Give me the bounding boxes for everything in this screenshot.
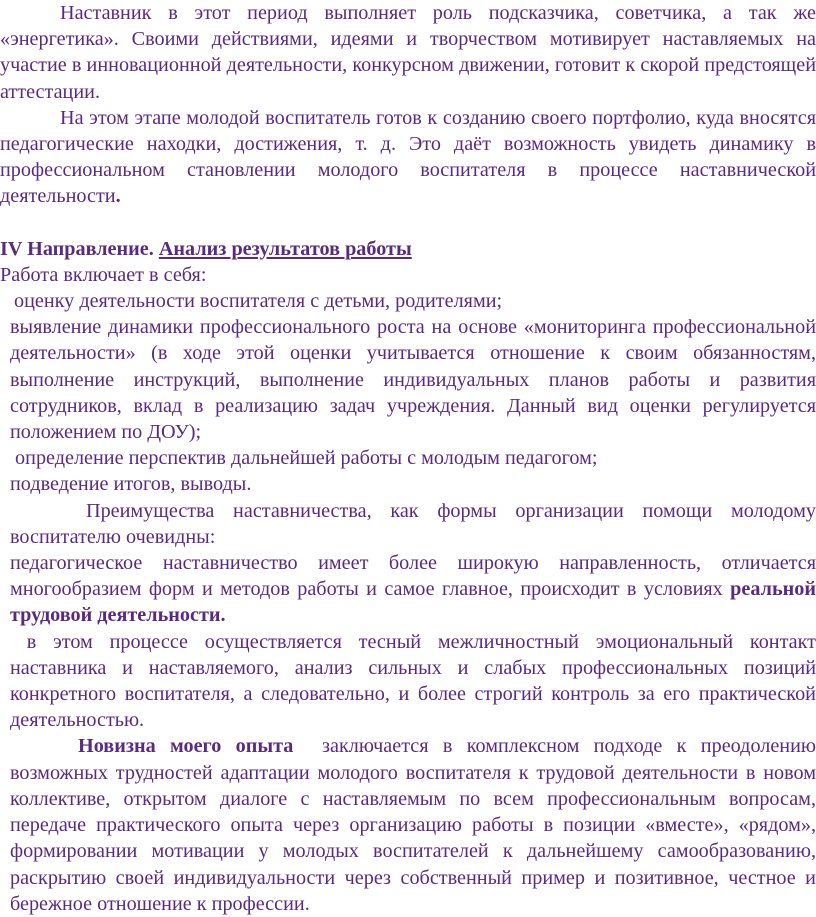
work-items-list	[10, 288, 816, 917]
list-item: выявление динамики профессионального роста на основе «мониторинга профессиональной деятельности» (в ходе этой оценки учитывается отношение к своим обязанностям, выполнение инструкций, выполнение индивидуальных планов работы и развития сотрудников, вклад в реализацию задач учреждения. Данный вид оценки регулируется положением по ДОУ);	[10, 316, 816, 444]
paragraph-portfolio-text: На этом этапе молодой воспитатель готов к созданию своего портфолио, куда вносятся педагогические находки, достижения, т. д. Это даёт возможность увидеть динамику в профессиональном становлении молодого воспитателя в процессе наставнической деятельности	[0, 106, 816, 208]
advantage-item: в этом процессе осуществляется тесный межличностный эмоциональный контакт наставника и наставляемого, анализ сильных и слабых профессиональных позиций конкретного воспитателя, а следовательно, и более строгий контроль за его практической деятельностью.	[10, 630, 816, 732]
section-heading-prefix: IV Направление.	[0, 237, 154, 260]
advantages-intro: Преимущества наставничества, как формы организации помощи молодому воспитателю очевидны:	[10, 499, 816, 548]
list-item: оценку деятельности воспитателя с детьми, родителями;	[14, 290, 503, 313]
advantage-item	[10, 550, 816, 629]
paragraph-portfolio-end: .	[115, 185, 121, 208]
novelty-paragraph	[10, 733, 816, 916]
section-intro: Работа включает в себя:	[0, 263, 207, 286]
list-item: подведение итогов, выводы.	[10, 473, 252, 496]
section-heading	[0, 236, 816, 262]
advantage-item-text: педагогическое наставничество имеет более широкую направленность, отличается многообразием форм и методов работы и самое главное, происходит в условиях	[10, 552, 816, 601]
novelty-title: Новизна моего опыта	[78, 735, 294, 758]
section-heading-title: Анализ результатов работы	[158, 237, 412, 260]
paragraph-mentor-role: Наставник в этот период выполняет роль подсказчика, советчика, а так же «энергетика». Своими действиями, идеями и творчеством мотивирует наставляемых на участие в инновационной деятельности, конкурсном движении, готовит к скорой предстоящей аттестации.	[0, 2, 816, 103]
novelty-text: заключается в комплексном подходе к преодолению возможных трудностей адаптации молодого воспитателя к трудовой деятельности в новом коллективе, открытом диалоге с наставляемым по всем профессиональным вопросам, передаче практического опыта через организацию работы в позиции «вместе», «рядом», формировании мотивации у молодых воспитателей к дальнейшему самообразованию, раскрытию своей индивидуальности через собственный пример и позитивное, честное и бережное отношение к профессии.	[10, 735, 816, 915]
advantage-item-emphasis: реальной трудовой деятельности.	[10, 578, 816, 627]
paragraph-portfolio	[0, 105, 816, 210]
list-item: определение перспектив дальнейшей работы с молодым педагогом;	[10, 447, 598, 470]
blank-line	[0, 210, 816, 236]
